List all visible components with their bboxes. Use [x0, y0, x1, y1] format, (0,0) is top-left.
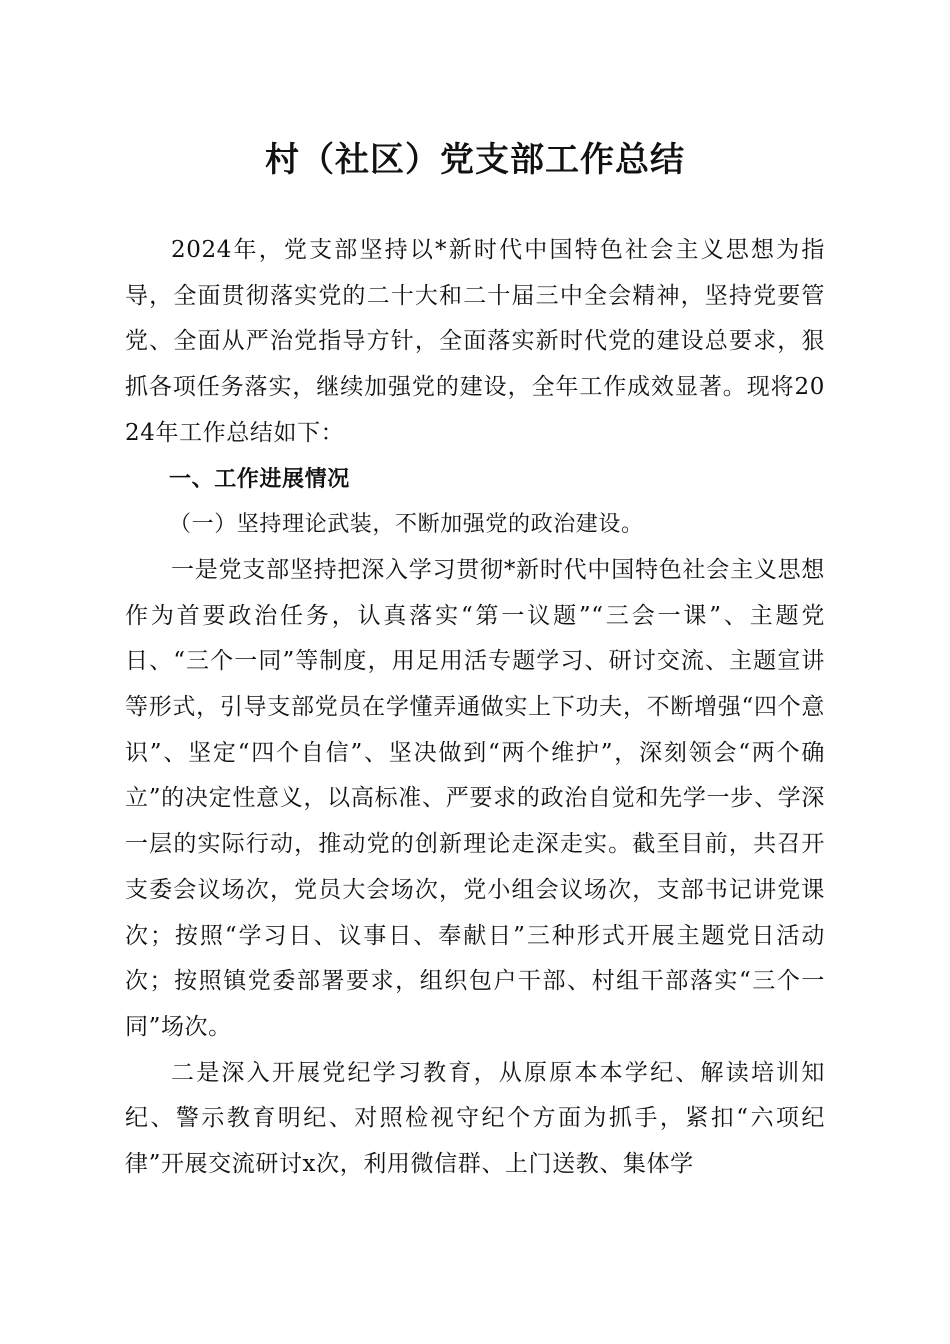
section-heading-1: 一、工作进展情况 [169, 466, 350, 492]
document-title: 村（社区）党支部工作总结 [265, 140, 685, 180]
intro-paragraph: 2024年，党支部坚持以*新时代中国特色社会主义思想为指导，全面贯彻落实党的二十大和二十届三中全会精神，坚持党要管党、全面从严治党指导方针，全面落实新时代党的建设总要求，狠抓各项任务落实，继续加强党的建设，全年工作成效显著。现将2024年工作总结如下： [125, 237, 825, 446]
body-paragraph-1: 一是党支部坚持把深入学习贯彻*新时代中国特色社会主义思想作为首要政治任务，认真落实“第一议题”“三会一课”、主题党日、“三个一同”等制度，用足用活专题学习、研讨交流、主题宣讲等形式，引导支部党员在学懂弄通做实上下功夫，不断增强“四个意识”、坚定“四个自信”、坚决做到“两个维护”，深刻领会“两个确立”的决定性意义，以高标准、严要求的政治自觉和先学一步、学深一层的实际行动，推动党的创新理论走深走实。截至目前，共召开支委会议场次，党员大会场次，党小组会议场次，支部书记讲党课次；按照“学习日、议事日、奉献日”三种形式开展主题党日活动次；按照镇党委部署要求，组织包户干部、村组干部落实“三个一同”场次。 [125, 556, 825, 1040]
document-body [125, 228, 825, 1188]
body-paragraph-2: 二是深入开展党纪学习教育，从原原本本学纪、解读培训知纪、警示教育明纪、对照检视守纪个方面为抓手，紧扣“六项纪律”开展交流研讨x次，利用微信群、上门送教、集体学 [125, 1059, 825, 1178]
subsection-heading-1: （一）坚持理论武装，不断加强党的政治建设。 [169, 512, 644, 538]
